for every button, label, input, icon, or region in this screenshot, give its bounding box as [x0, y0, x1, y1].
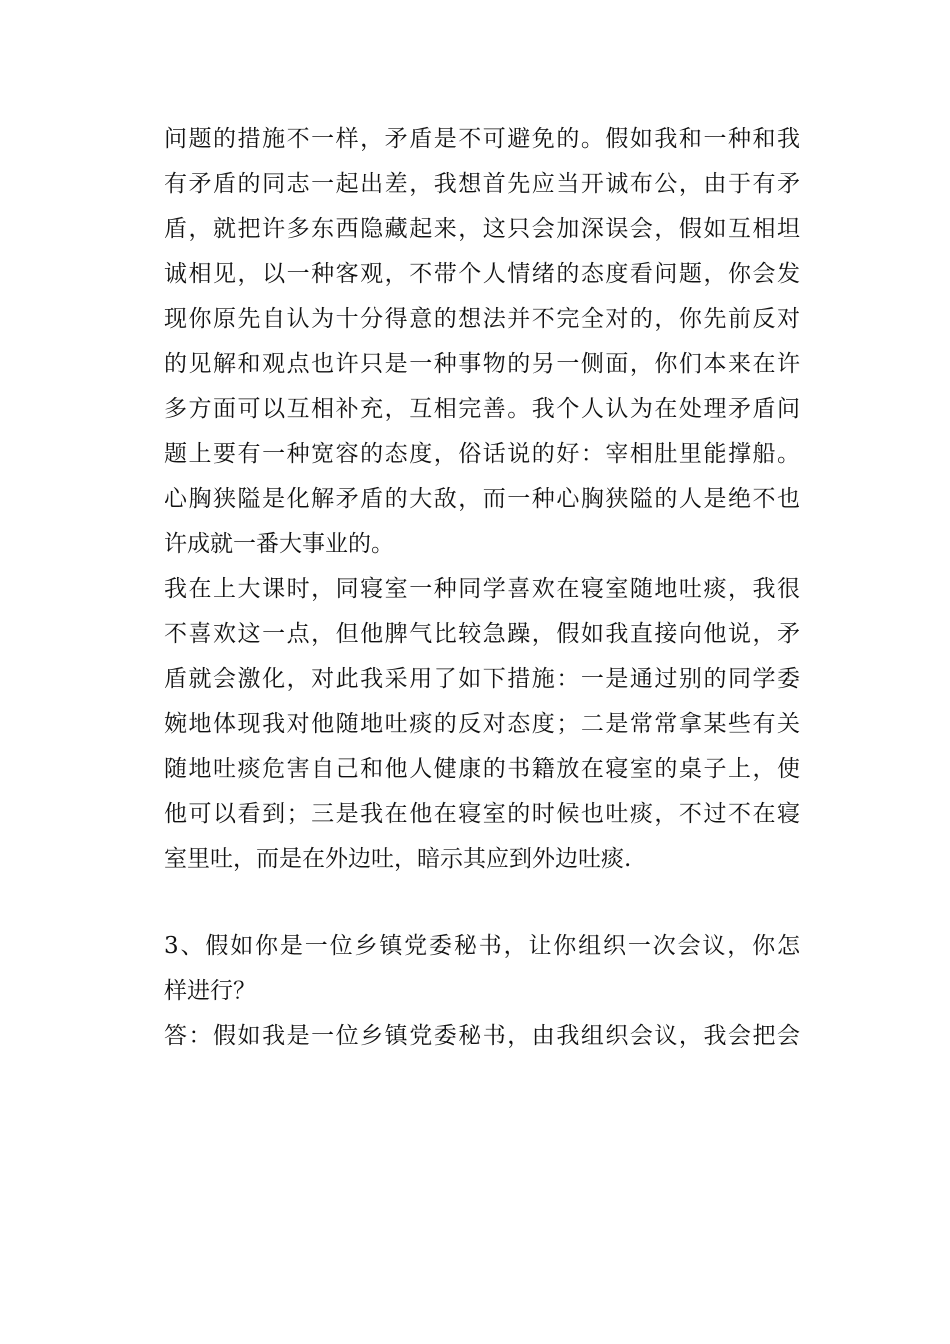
text-line: 室里吐，而是在外边吐，暗示其应到外边吐痰. [164, 846, 632, 872]
text-line: 随地吐痰危害自己和他人健康的书籍放在寝室的桌子上，使 [164, 756, 800, 782]
paragraph-dorm-example [164, 567, 800, 882]
text-line: 诚相见，以一种客观，不带个人情绪的态度看问题，你会发 [164, 261, 800, 287]
text-line: 心胸狭隘是化解矛盾的大敌，而一种心胸狭隘的人是绝不也 [164, 486, 800, 512]
question-3 [164, 924, 800, 1014]
text-line: 现你原先自认为十分得意的想法并不完全对的，你先前反对 [164, 306, 800, 332]
text-line: 多方面可以互相补充，互相完善。我个人认为在处理矛盾问 [164, 396, 800, 422]
text-line: 答：假如我是一位乡镇党委秘书，由我组织会议，我会把会 [164, 1023, 800, 1049]
text-line: 我在上大课时，同寝室一种同学喜欢在寝室随地吐痰，我很 [164, 576, 800, 602]
text-line: 有矛盾的同志一起出差，我想首先应当开诚布公，由于有矛 [164, 171, 800, 197]
paragraph-spacer [164, 882, 800, 924]
text-line: 婉地体现我对他随地吐痰的反对态度；二是常常拿某些有关 [164, 711, 800, 737]
paragraph-conflict-handling [164, 117, 800, 567]
text-line: 盾就会激化，对此我采用了如下措施：一是通过别的同学委 [164, 666, 800, 692]
text-line: 题上要有一种宽容的态度，俗话说的好：宰相肚里能撑船。 [164, 441, 800, 467]
answer-3 [164, 1014, 800, 1059]
text-line: 3、假如你是一位乡镇党委秘书，让你组织一次会议，你怎 [164, 933, 800, 959]
text-line: 样进行？ [164, 978, 256, 1004]
text-line: 他可以看到；三是我在他在寝室的时候也吐痰，不过不在寝 [164, 801, 800, 827]
text-line: 的见解和观点也许只是一种事物的另一侧面，你们本来在许 [164, 351, 800, 377]
text-line: 不喜欢这一点，但他脾气比较急躁，假如我直接向他说，矛 [164, 621, 800, 647]
text-line: 盾，就把许多东西隐藏起来，这只会加深误会，假如互相坦 [164, 216, 800, 242]
text-line: 许成就一番大事业的。 [164, 531, 394, 557]
document-body [164, 117, 800, 1059]
text-line: 问题的措施不一样，矛盾是不可避免的。假如我和一种和我 [164, 126, 800, 152]
